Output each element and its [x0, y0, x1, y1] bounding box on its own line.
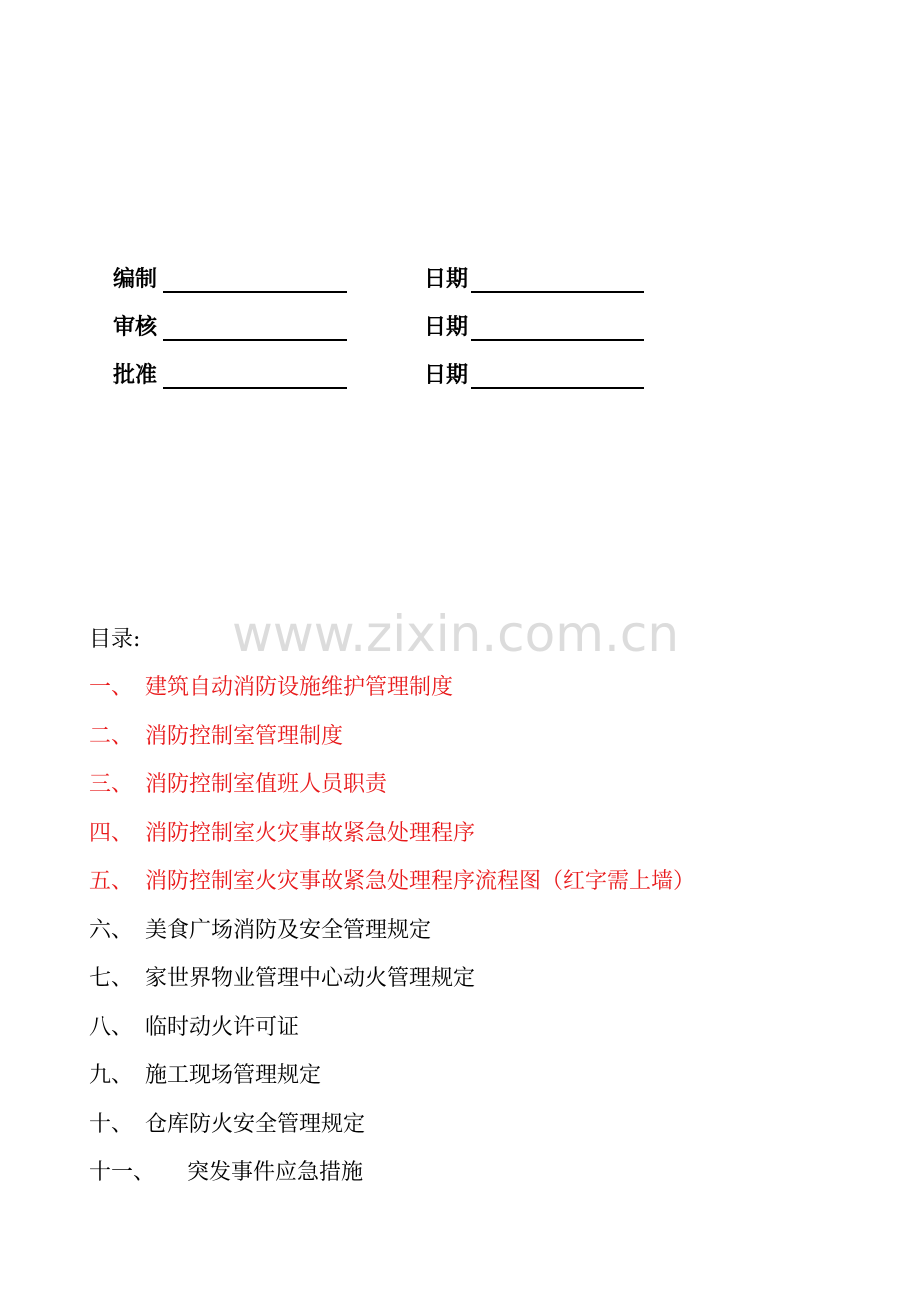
approve-date-label: 日期 — [424, 363, 469, 388]
toc-item — [89, 1062, 849, 1111]
toc-list — [89, 674, 849, 1208]
toc-item-title: 突发事件应急措施 — [187, 1160, 364, 1185]
approved-by-blank-line — [163, 387, 347, 389]
toc-item-title: 仓库防火安全管理规定 — [145, 1111, 366, 1137]
toc-item — [89, 1159, 849, 1208]
review-date-blank-line — [471, 339, 644, 341]
toc-item-title: 消防控制室火灾事故紧急处理程序流程图（红字需上墙） — [145, 869, 696, 894]
compiled-by-label: 编制 — [113, 267, 158, 292]
watermark: www.zixin.com.cn — [232, 605, 680, 663]
toc-item — [89, 820, 849, 869]
toc-item-title: 建筑自动消防设施维护管理制度 — [145, 675, 454, 700]
toc-item-title: 消防控制室管理制度 — [145, 723, 344, 749]
compile-date-label: 日期 — [424, 267, 469, 292]
toc-item-number: 八、 — [89, 1014, 134, 1040]
toc-item-number: 三、 — [89, 772, 134, 797]
toc-title: 目录: — [89, 627, 141, 652]
toc-item — [89, 674, 849, 723]
toc-item-number: 四、 — [89, 820, 134, 846]
signature-block — [113, 258, 673, 402]
toc-item-title: 消防控制室值班人员职责 — [145, 772, 388, 797]
toc-item-number: 十一、 — [89, 1160, 156, 1185]
toc-item — [89, 723, 849, 772]
compile-date-blank-line — [471, 291, 644, 293]
toc-item-number: 六、 — [89, 917, 134, 943]
toc-item-number: 五、 — [89, 869, 134, 894]
toc-item-number: 九、 — [89, 1063, 134, 1088]
approved-by-label: 批准 — [113, 363, 158, 388]
approve-date-blank-line — [471, 387, 644, 389]
toc-item-title: 美食广场消防及安全管理规定 — [145, 917, 432, 943]
toc-item-title: 家世界物业管理中心动火管理规定 — [145, 966, 476, 991]
toc-item — [89, 1111, 849, 1160]
toc-item-number: 七、 — [89, 966, 134, 991]
reviewed-by-blank-line — [163, 339, 347, 341]
toc-item-title: 临时动火许可证 — [145, 1014, 300, 1040]
compiled-by-blank-line — [163, 291, 347, 293]
toc-item — [89, 771, 849, 820]
toc-item — [89, 1014, 849, 1063]
signature-row-review — [113, 306, 673, 354]
toc-item-title: 消防控制室火灾事故紧急处理程序 — [145, 820, 476, 846]
toc-item — [89, 917, 849, 966]
toc-item — [89, 868, 849, 917]
toc-item-number: 一、 — [89, 675, 134, 700]
toc-item-title: 施工现场管理规定 — [145, 1063, 322, 1088]
signature-row-approve — [113, 354, 673, 402]
reviewed-by-label: 审核 — [113, 315, 158, 340]
toc-item-number: 二、 — [89, 723, 134, 749]
signature-row-compile — [113, 258, 673, 306]
review-date-label: 日期 — [424, 315, 469, 340]
toc-item-number: 十、 — [89, 1111, 134, 1137]
toc-item — [89, 965, 849, 1014]
